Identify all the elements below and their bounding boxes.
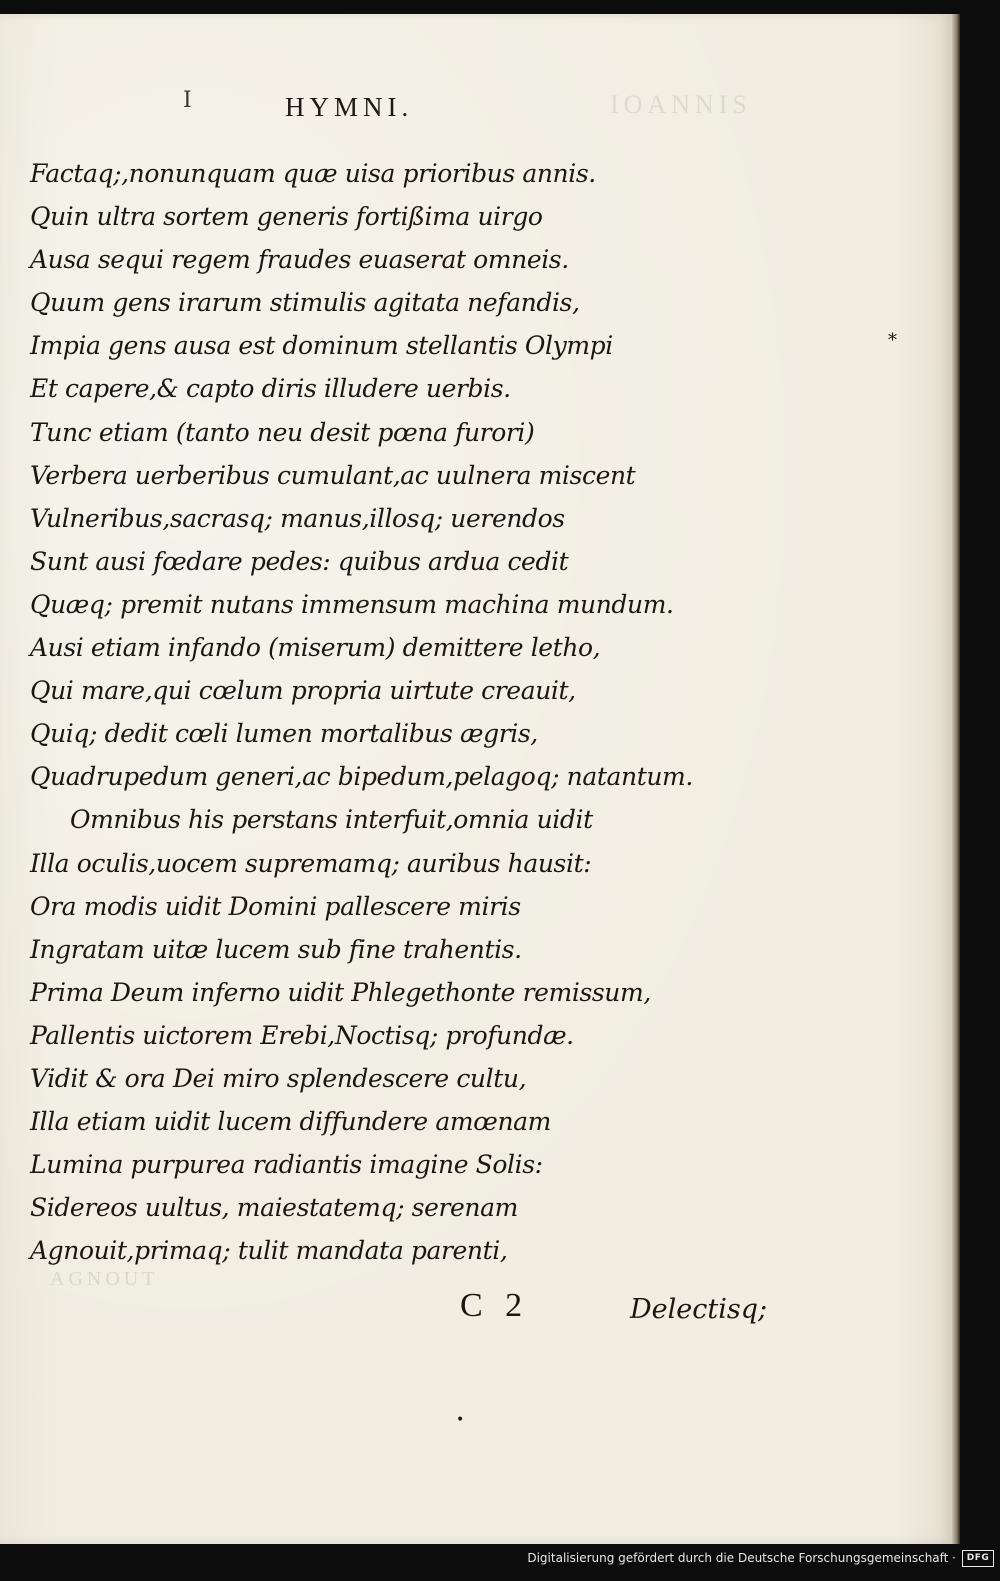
verse-line: Ausi etiam infando (miserum) demittere letho, [30, 633, 601, 663]
funding-credit: Digitalisierung gefördert durch die Deutsche Forschungsgemeinschaft · [527, 1551, 956, 1565]
show-through-head: IOANNIS [610, 90, 752, 119]
verse-line: Et capere,& capto diris illudere uerbis. [30, 374, 511, 404]
verse-line: Quæq; premit nutans immensum machina mundum. [30, 589, 674, 619]
verse-line: Omnibus his perstans interfuit,omnia uidit [70, 805, 593, 835]
verse-line: Verbera uerberibus cumulant,ac uulnera miscent [30, 460, 636, 490]
verse-line: Pallentis uictorem Erebi,Noctisq; profundæ. [30, 1020, 574, 1050]
verse-line: Quum gens irarum stimulis agitata nefandis, [30, 288, 580, 318]
verse-text [30, 152, 750, 1272]
show-through-text: AGNOUT [50, 1268, 159, 1290]
verse-line: Illa etiam uidit lucem diffundere amœnam [30, 1107, 551, 1137]
margin-asterisk-icon: * [888, 330, 897, 351]
verse-line: Factaq;,nonunquam quæ uisa prioribus annis. [30, 159, 596, 188]
verse-line: Tunc etiam (tanto neu desit pœna furori) [30, 417, 535, 447]
folio-mark: I [183, 88, 192, 113]
verse-line: Lumina purpurea radiantis imagine Solis: [30, 1150, 543, 1180]
verse-line: Illa oculis,uocem supremamq; auribus hausit: [30, 848, 592, 878]
bottom-dot-mark: • [456, 1412, 465, 1428]
catchword: Delectisq; [630, 1294, 768, 1325]
verse-line: Prima Deum inferno uidit Phlegethonte remissum, [30, 977, 651, 1007]
signature-mark: C 2 [460, 1287, 523, 1324]
running-head: HYMNI. [285, 92, 414, 122]
verse-line: Ausa sequi regem fraudes euaserat omneis. [30, 245, 569, 275]
verse-line: Ora modis uidit Domini pallescere miris [30, 891, 521, 921]
verse-line: Impia gens ausa est dominum stellantis Olympi [30, 331, 613, 361]
verse-line: Quadrupedum generi,ac bipedum,pelagoq; natantum. [30, 762, 693, 792]
verse-line: Vidit & ora Dei miro splendescere cultu, [30, 1063, 527, 1093]
page-edge [952, 14, 960, 1544]
dfg-logo-icon: DFG [962, 1550, 994, 1567]
verse-line: Vulneribus,sacrasq; manus,illosq; uerendos [30, 503, 565, 533]
verse-line: Qui mare,qui cœlum propria uirtute creauit, [30, 676, 576, 706]
verse-line: Agnouit,primaq; tulit mandata parenti, [30, 1236, 508, 1266]
verse-line: Sunt ausi fœdare pedes: quibus ardua cedit [30, 546, 569, 576]
verse-line: Sidereos uultus, maiestatemq; serenam [30, 1193, 518, 1223]
verse-line: Quin ultra sortem generis fortißima uirgo [30, 202, 543, 232]
verse-line: Ingratam uitæ lucem sub fine trahentis. [30, 934, 522, 964]
verse-line: Quiq; dedit cœli lumen mortalibus ægris, [30, 719, 538, 749]
